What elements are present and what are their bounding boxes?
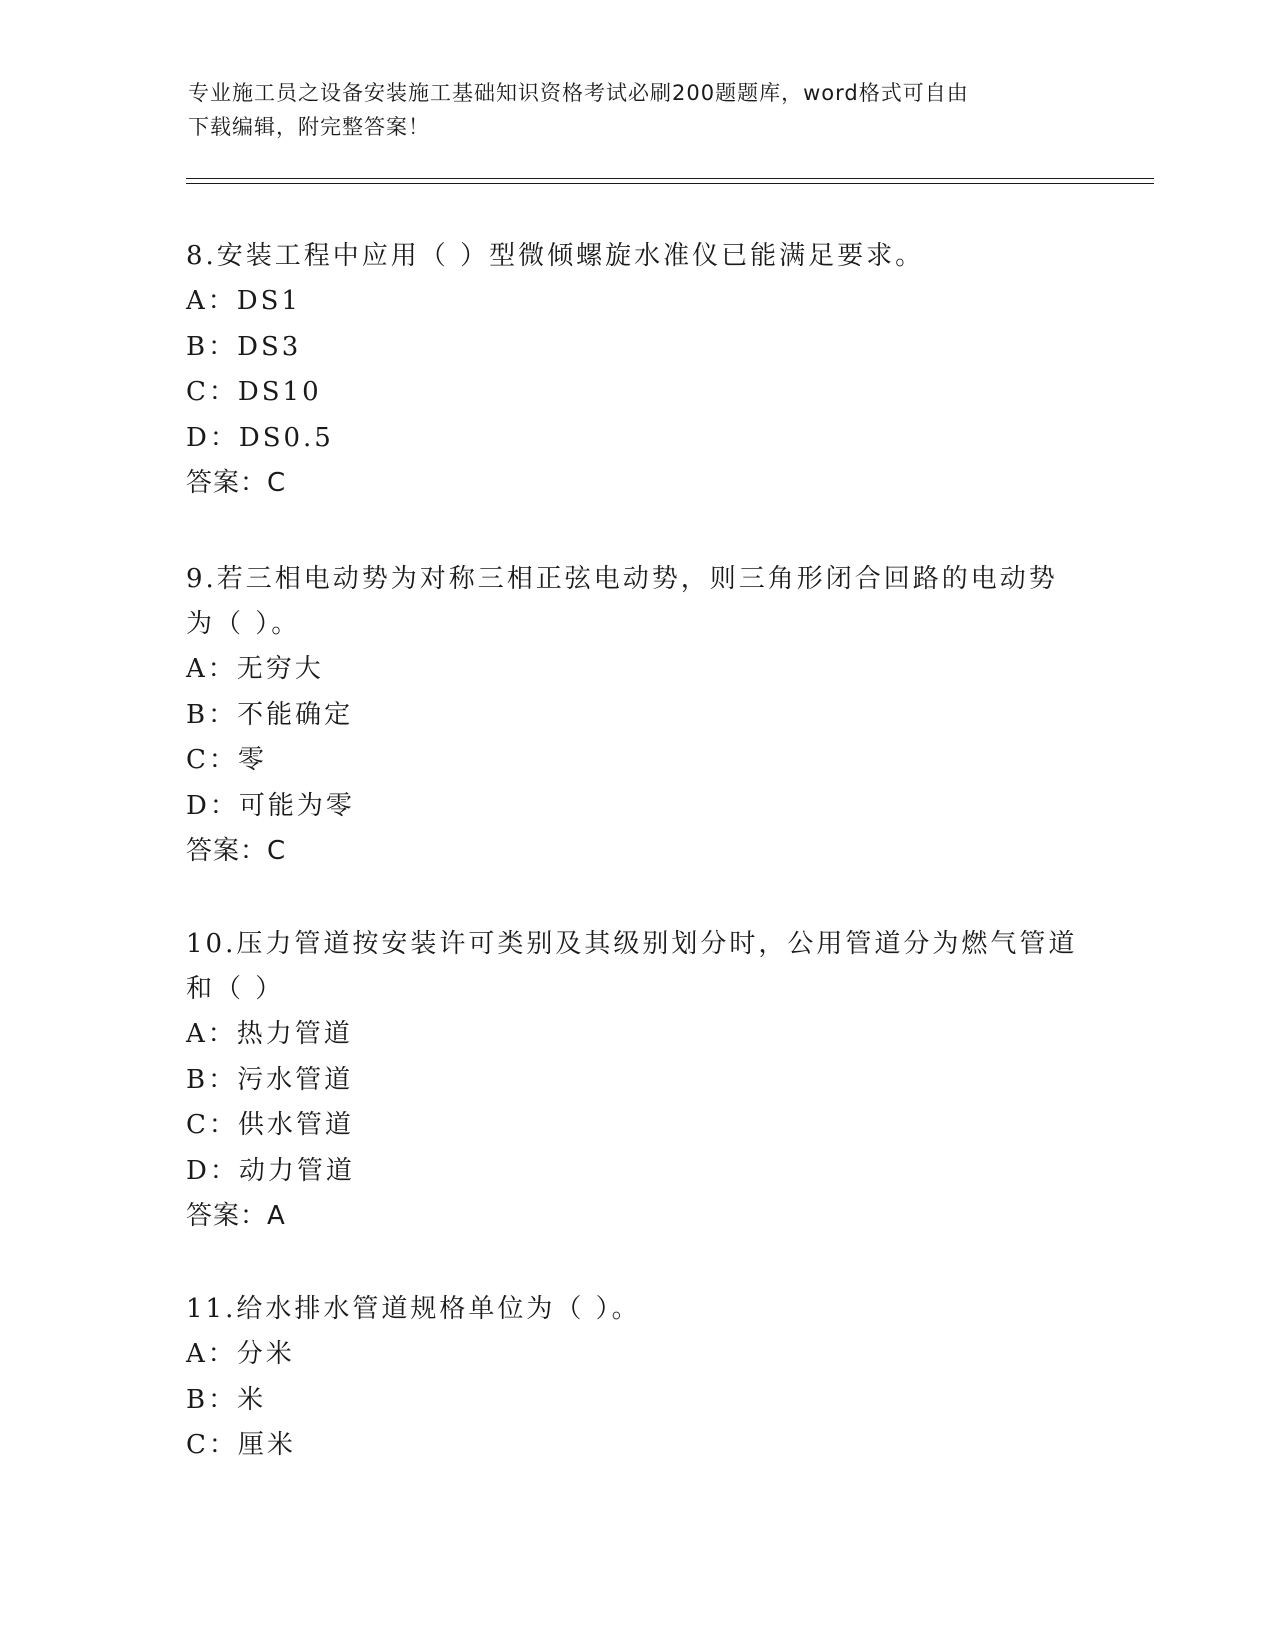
header-line-1: 专业施工员之设备安装施工基础知识资格考试必刷200题题库，word格式可自由	[188, 81, 969, 105]
header-line-2: 下载编辑，附完整答案！	[188, 115, 430, 139]
question-11	[186, 1287, 1086, 1469]
option-b: B：不能确定	[186, 699, 354, 730]
option-b: B：米	[186, 1384, 267, 1415]
question-stem: 9.若三相电动势为对称三相正弦电动势，则三角形闭合回路的电动势	[186, 564, 1058, 594]
option-b: B：污水管道	[186, 1064, 354, 1095]
answer: 答案：C	[186, 468, 287, 498]
question-stem-continued: 为（ ）。	[186, 609, 301, 639]
option-c: C：零	[186, 745, 267, 775]
option-a: A：DS1	[186, 286, 301, 316]
question-stem: 8.安装工程中应用（ ）型微倾螺旋水准仪已能满足要求。	[186, 241, 925, 271]
question-10	[186, 922, 1086, 1238]
option-d: D：DS0.5	[186, 422, 334, 453]
document-header	[188, 76, 1088, 144]
header-divider-top	[186, 178, 1154, 179]
option-c: C：DS10	[186, 377, 322, 407]
option-b: B：DS3	[186, 331, 302, 362]
answer: 答案：C	[186, 836, 287, 866]
option-d: D：可能为零	[186, 790, 355, 821]
option-c: C：供水管道	[186, 1110, 354, 1140]
question-stem-continued: 和（ ）	[186, 974, 285, 1004]
option-d: D：动力管道	[186, 1155, 355, 1186]
header-divider-bottom	[186, 183, 1154, 184]
option-a: A：热力管道	[186, 1019, 353, 1049]
question-stem: 10.压力管道按安装许可类别及其级别划分时，公用管道分为燃气管道	[186, 929, 1078, 959]
option-a: A：分米	[186, 1339, 295, 1369]
question-8	[186, 234, 1086, 505]
option-a: A：无穷大	[186, 654, 324, 684]
option-c: C：厘米	[186, 1430, 296, 1460]
question-stem: 11.给水排水管道规格单位为（ ）。	[186, 1294, 641, 1324]
question-9	[186, 557, 1086, 873]
answer: 答案：A	[186, 1201, 286, 1231]
